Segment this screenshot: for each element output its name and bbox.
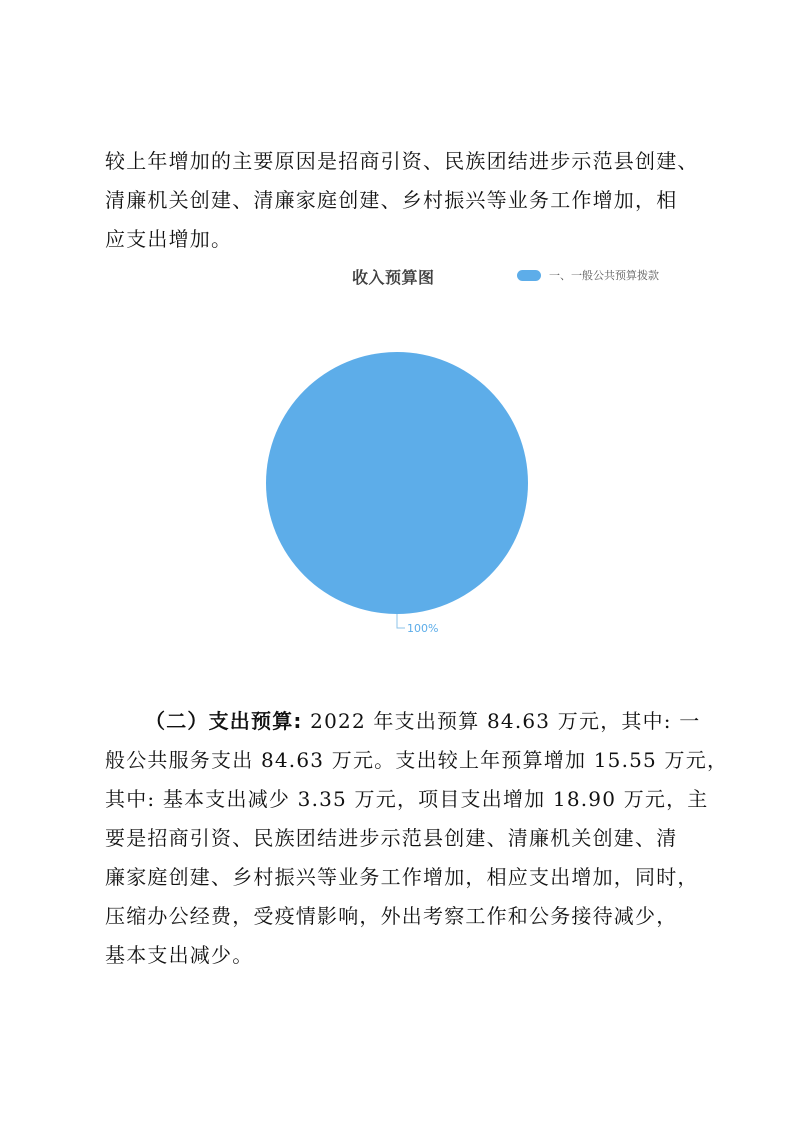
paragraph-line: 基本支出减少。 [105, 943, 254, 967]
paragraph-line [105, 702, 701, 741]
data-label: 100% [407, 622, 439, 635]
paragraph-line: 压缩办公经费，受疫情影响，外出考察工作和公务接待减少， [105, 904, 678, 928]
paragraph-line: 清廉机关创建、清廉家庭创建、乡村振兴等业务工作增加，相 [105, 188, 678, 212]
paragraph-line: 应支出增加。 [105, 227, 233, 251]
paragraph-line: 要是招商引资、民族团结进步示范县创建、清廉机关创建、清 [105, 826, 678, 850]
chart-legend [517, 267, 659, 283]
paragraph-line: 般公共服务支出 84.63 万元。支出较上年预算增加 15.55 万元， [105, 748, 729, 772]
paragraph-text: 2022 年支出预算 84.63 万元，其中: 一 [302, 709, 701, 733]
paragraph-line: 廉家庭创建、乡村振兴等业务工作增加，相应支出增加，同时， [105, 865, 699, 889]
paragraph-line: 其中: 基本支出减少 3.35 万元，项目支出增加 18.90 万元，主 [105, 787, 709, 811]
top-paragraph [105, 142, 699, 259]
data-label-leader-line [397, 614, 405, 628]
legend-label: 一、一般公共预算拨款 [549, 269, 659, 282]
section-heading: （二）支出预算: [145, 709, 303, 733]
pie-slice [266, 352, 528, 614]
legend-swatch [517, 270, 541, 281]
expenditure-paragraph [105, 702, 729, 975]
paragraph-line: 较上年增加的主要原因是招商引资、民族团结进步示范县创建、 [105, 149, 699, 173]
chart-title: 收入预算图 [352, 268, 435, 287]
